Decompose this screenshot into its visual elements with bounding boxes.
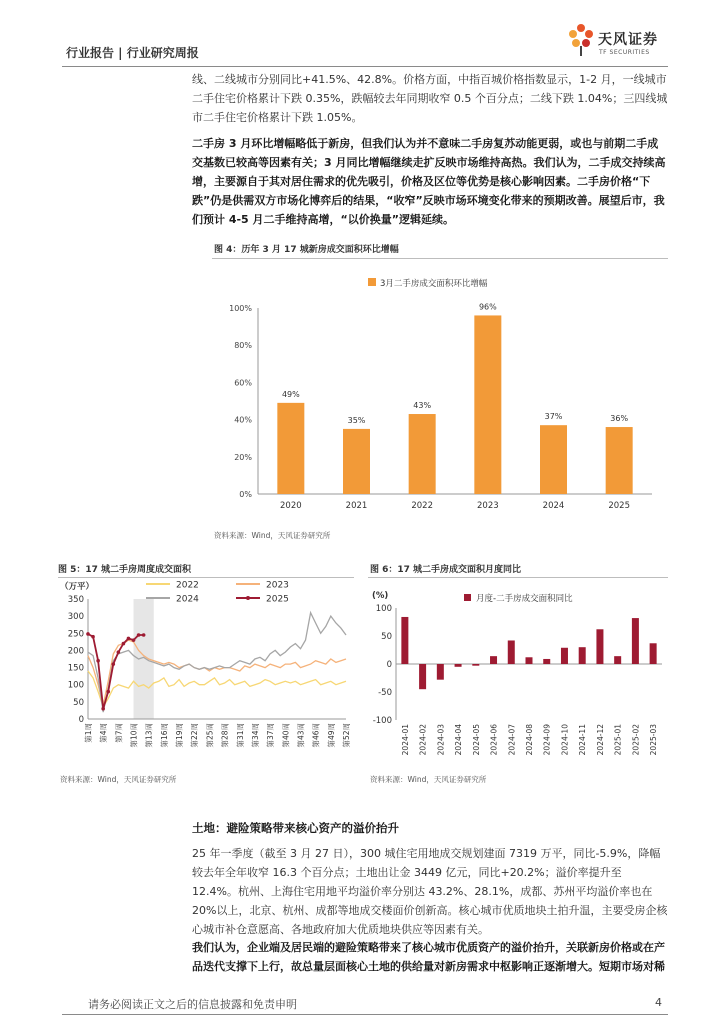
data-point: [127, 637, 131, 641]
y-tick-label: 20%: [234, 452, 252, 462]
data-point: [106, 690, 110, 694]
bar: [579, 647, 586, 664]
x-tick-label: 第49周: [326, 723, 336, 748]
x-tick-label: 2024-04: [454, 724, 464, 756]
series-line-2024: [88, 613, 346, 712]
x-tick-label: 2024-11: [578, 724, 588, 756]
x-tick-label: 2022: [411, 501, 433, 511]
bar: [540, 425, 567, 494]
x-tick-label: 第4周: [99, 723, 109, 743]
fig5-title: 图 5：17 城二手房周度成交面积: [58, 565, 192, 575]
data-label: 37%: [544, 412, 563, 422]
y-tick-label: 40%: [234, 415, 252, 425]
footer-divider: [62, 1014, 668, 1015]
x-tick-label: 2025: [608, 501, 630, 511]
bar: [596, 629, 603, 664]
y-tick-label: -50: [378, 688, 392, 698]
y-tick-label: 60%: [234, 378, 252, 388]
bar: [472, 664, 479, 666]
x-tick-label: 第10周: [129, 723, 139, 748]
x-tick-label: 第1周: [84, 723, 93, 743]
x-tick-label: 2024-12: [595, 724, 605, 756]
data-point: [122, 642, 126, 646]
footer-disclaimer: 请务必阅读正文之后的信息披露和免责申明: [88, 998, 297, 1011]
fig6-bar-chart: [368, 578, 668, 768]
y-tick-label: 100: [67, 680, 84, 691]
x-tick-label: 第25周: [205, 723, 215, 748]
x-tick-label: 第34周: [250, 723, 260, 748]
y-tick-label: 100: [375, 604, 392, 614]
x-tick-label: 第37周: [266, 723, 276, 748]
x-tick-label: 第52周: [342, 723, 351, 748]
x-tick-label: 第13周: [144, 723, 154, 748]
data-point: [111, 662, 115, 666]
bar: [401, 617, 408, 664]
y-tick-label: 50: [381, 632, 392, 642]
data-point: [91, 635, 95, 639]
y-tick-label: 50: [73, 697, 84, 708]
fig6-source: 资料来源：Wind，天风证券研究所: [370, 775, 487, 784]
bar: [343, 429, 370, 494]
fig5-source: 资料来源：Wind，天风证券研究所: [60, 775, 177, 784]
x-tick-label: 2024-02: [418, 724, 428, 756]
y-tick-label: 80%: [234, 341, 252, 351]
legend-label: 3月二手房成交面积环比增幅: [380, 279, 488, 289]
bar: [632, 618, 639, 664]
bar: [543, 659, 550, 664]
bar: [650, 643, 657, 664]
fig5-line-chart: [58, 578, 354, 768]
x-tick-label: 2025-01: [613, 724, 623, 756]
y-tick-label: 0: [78, 715, 84, 725]
legend-label: 2022: [176, 580, 199, 591]
logo-text-en: TF SECURITIES: [599, 49, 650, 56]
fig4-bar-chart: [212, 262, 668, 520]
x-tick-label: 第28周: [220, 723, 230, 748]
paragraph-land-data: 25 年一季度（截至 3 月 27 日），300 城住宅用地成交规划建面 7319 万平，同比-5.9%，降幅较去年全年收窄 16.3 个百分点；土地出让金 3449 亿元，同比+20.2%；溢价率提升至 12.4%。杭州、上海住宅用地平均溢价率分别达 43.2%、28.1%，成都、苏州平均溢价率也在 20%以上，北京、杭州、成都等地成交楼面价创新高。核心城市优质地块土拍升温，主要受房企核心城市补仓意愿高、各地政府加大优质地块供应等因素有关。: [192, 847, 668, 936]
x-tick-label: 2024-01: [400, 724, 410, 756]
fig4-source: 资料来源：Wind，天风证券研究所: [214, 531, 331, 540]
x-tick-label: 第19周: [175, 723, 185, 748]
bar: [437, 664, 444, 680]
bar: [409, 414, 436, 494]
fig6-title: 图 6：17 城二手房成交面积月度同比: [370, 565, 522, 575]
company-logo: [566, 22, 676, 62]
bar: [606, 427, 633, 494]
x-tick-label: 2023: [477, 501, 499, 511]
legend-swatch: [464, 594, 471, 601]
data-point: [96, 659, 100, 663]
paragraph-land-view: 我们认为，企业端及居民端的避险策略带来了核心城市优质资产的溢价抬升，关联新房价格或在产品迭代支撑下上行，故总量层面核心土地的供给量对新房需求中枢影响正逐渐增大。短期市场对稀: [192, 941, 665, 973]
x-tick-label: 2020: [280, 501, 302, 511]
section-title-land: 土地：避险策略带来核心资产的溢价抬升: [192, 821, 399, 835]
y-tick-label: 0: [386, 660, 392, 670]
y-tick-label: 100%: [229, 304, 252, 313]
y-tick-label: 200: [67, 646, 84, 657]
bar: [561, 648, 568, 664]
y-tick-label: -100: [372, 716, 392, 726]
y-axis-unit: (%): [372, 591, 389, 601]
legend-label: 月度-二手房成交面积同比: [476, 594, 573, 604]
data-label: 43%: [413, 401, 432, 411]
bar: [614, 656, 621, 664]
legend-label: 2024: [176, 594, 199, 605]
bar: [490, 656, 497, 664]
bar: [526, 657, 533, 664]
y-tick-label: 300: [67, 612, 84, 623]
legend-label: 2023: [266, 580, 289, 591]
x-tick-label: 第7周: [114, 723, 124, 743]
data-point: [142, 633, 146, 637]
bar: [508, 640, 515, 664]
y-axis-unit: （万平）: [60, 582, 95, 592]
y-tick-label: 150: [67, 663, 84, 674]
legend-swatch: [368, 278, 376, 286]
x-tick-label: 2024: [542, 501, 565, 511]
data-label: 49%: [281, 389, 300, 399]
series-line-2023: [88, 640, 346, 705]
data-label: 35%: [347, 415, 366, 425]
x-tick-label: 第43周: [296, 723, 306, 748]
x-tick-label: 2024-05: [471, 724, 481, 756]
logo-flower-icon: [566, 22, 596, 56]
x-tick-label: 第46周: [311, 723, 321, 748]
x-tick-label: 2024-10: [560, 724, 570, 756]
legend-marker: [246, 596, 250, 600]
y-tick-label: 350: [67, 595, 84, 605]
x-tick-label: 2024-06: [489, 724, 499, 756]
x-tick-label: 第16周: [159, 723, 169, 748]
data-point: [137, 633, 141, 637]
data-label: 36%: [610, 414, 629, 424]
fig4-divider: [212, 258, 668, 259]
report-category: 行业报告 | 行业研究周报: [66, 46, 199, 60]
data-point: [132, 638, 136, 642]
x-tick-label: 第40周: [281, 723, 291, 748]
header-divider: [62, 66, 668, 67]
page-number: 4: [655, 996, 662, 1009]
fig4-title: 图 4：历年 3 月 17 城新房成交面积环比增幅: [214, 245, 399, 255]
paragraph-price-trend: 线、二线城市分别同比+41.5%、42.8%。价格方面，中指百城价格指数显示，1-2 月，一线城市二手住宅价格累计下跌 0.35%，跌幅较去年同期收窄 0.5 个百分点；二线下跌 1.04%；三四线城市二手住宅价格累计下跌 1.05%。: [192, 73, 668, 124]
data-label: 96%: [478, 302, 497, 312]
x-tick-label: 2025-02: [631, 724, 641, 756]
bar: [419, 664, 426, 689]
x-tick-label: 2025-03: [649, 724, 659, 756]
x-tick-label: 2024-07: [507, 724, 517, 756]
logo-text: 天风证券: [598, 32, 658, 48]
legend-label: 2025: [266, 594, 289, 605]
x-tick-label: 2024-03: [436, 724, 446, 756]
data-point: [86, 632, 90, 636]
data-point: [101, 707, 105, 711]
x-tick-label: 2024-09: [542, 724, 552, 756]
y-tick-label: 250: [67, 629, 84, 640]
y-tick-label: 0%: [239, 490, 252, 499]
paragraph-second-hand-analysis: 二手房 3 月环比增幅略低于新房，但我们认为并不意味二手房复苏动能更弱，或也与前期二手成交基数已较高等因素有关；3 月同比增幅继续走扩反映市场维持高热。我们认为，二手成交持续高增，主要源自于其对居住需求的优先吸引，价格及区位等优势是核心影响因素。二手房价格“下跌”仍是供需双方市场化博弈后的结果，“收窄”反映市场环境变化带来的预期改善。展望后市，我们预计 4-5 月二手维持高增，“以价换量”逻辑延续。: [192, 137, 666, 226]
data-point: [117, 650, 121, 654]
x-tick-label: 2024-08: [525, 724, 534, 756]
bar: [474, 315, 501, 494]
series-line-2022: [88, 671, 346, 707]
x-tick-label: 第22周: [190, 723, 200, 748]
bar: [455, 664, 462, 667]
x-tick-label: 第31周: [235, 723, 245, 748]
x-tick-label: 2021: [345, 501, 368, 511]
bar: [277, 403, 304, 494]
